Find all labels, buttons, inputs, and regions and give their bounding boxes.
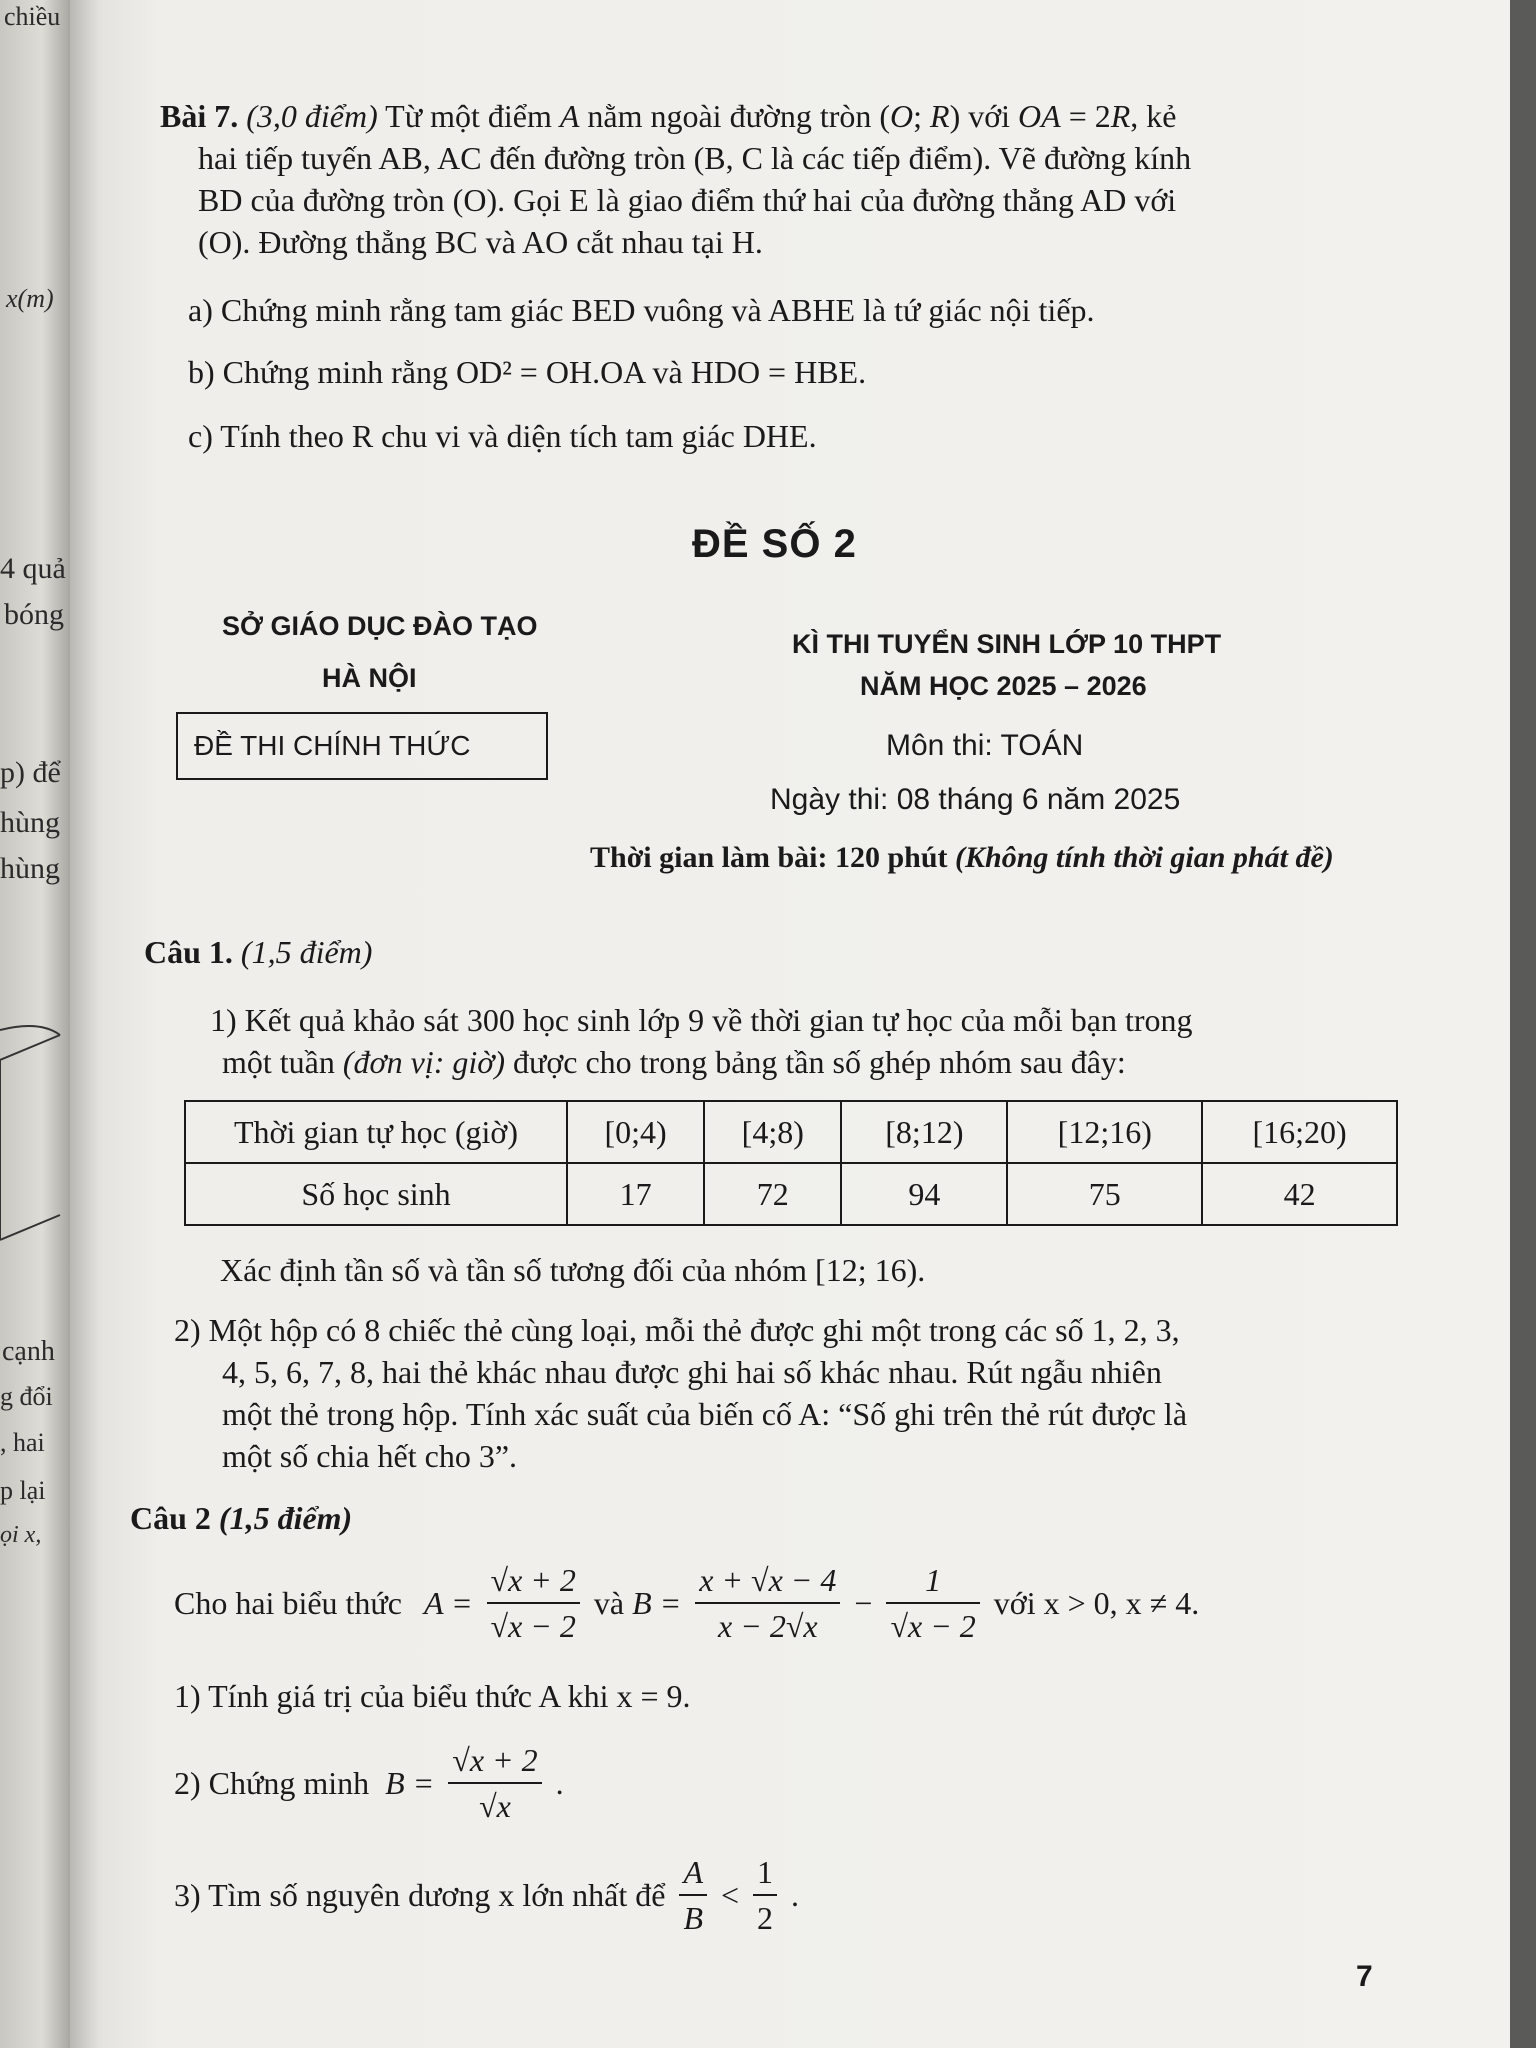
margin-fragment: hùng: [0, 852, 60, 885]
p1-text-end: được cho trong bảng tần số ghép nhóm sau đây:: [504, 1044, 1126, 1080]
margin-fragment: cạnh: [2, 1336, 55, 1367]
table-cell: 75: [1007, 1163, 1202, 1225]
table-cell: 17: [567, 1163, 704, 1225]
cau1-p1-line2: [222, 1042, 1126, 1082]
table-cell: [0;4): [567, 1101, 704, 1163]
cau2-q1: 1) Tính giá trị của biểu thức A khi x = 9.: [174, 1678, 691, 1714]
margin-fragment: hùng: [0, 806, 60, 839]
cylinder-figure-fragment: [0, 1000, 70, 1260]
exam-name: KÌ THI TUYỂN SINH LỚP 10 THPT: [792, 629, 1222, 659]
school-year: NĂM HỌC 2025 – 2026: [860, 671, 1147, 701]
q3-text: 3) Tìm số nguyên dương x lớn nhất để: [174, 1877, 666, 1913]
table-cell: 42: [1202, 1163, 1397, 1225]
cau1-p2-line4: một số chia hết cho 3”.: [222, 1438, 518, 1474]
table-cell: [8;12): [841, 1101, 1007, 1163]
page-number: 7: [1356, 1960, 1373, 1993]
margin-fragment: g đổi: [0, 1382, 53, 1411]
exam-number-title: ĐỀ SỐ 2: [692, 522, 857, 566]
less-than: <: [720, 1877, 740, 1913]
expr-B-fraction-1: $\frac{x + √x - 4}{x - 2√x}$: [695, 1560, 840, 1646]
cau2-points: (1,5 điểm): [218, 1500, 353, 1536]
cau2-q3: [174, 1852, 799, 1938]
q3-fraction-half: $\frac{1}{2}$: [753, 1852, 777, 1938]
q2-period: .: [555, 1765, 564, 1801]
p1-unit: (đơn vị: giờ): [342, 1044, 505, 1080]
subject: Môn thi: TOÁN: [886, 729, 1084, 762]
expr-B-fraction-2: $\frac{1}{√x - 2}$: [886, 1560, 979, 1646]
book-page: [70, 0, 1510, 2048]
minus-sign: −: [854, 1585, 873, 1621]
cau1-p1-line1: 1) Kết quả khảo sát 300 học sinh lớp 9 về thời gian tự học của mỗi bạn trong: [210, 1002, 1193, 1038]
cau2-q2: [174, 1740, 564, 1826]
duration-text: Thời gian làm bài: 120 phút: [590, 841, 948, 874]
margin-fragment: 4 quả: [0, 552, 66, 585]
frequency-table: [184, 1100, 1398, 1226]
p1-text: một tuần: [222, 1044, 343, 1080]
q2-B-label: B =: [385, 1765, 435, 1801]
cau1-p2-line3: một thẻ trong hộp. Tính xác suất của biến cố A: “Số ghi trên thẻ rút được là: [222, 1396, 1188, 1432]
margin-fragment: x(m): [6, 284, 54, 313]
table-cell: [12;16): [1007, 1101, 1202, 1163]
cau2-heading: [130, 1498, 352, 1538]
bai7-part-b: b) Chứng minh rằng OD² = OH.OA và HDO = HBE.: [188, 354, 867, 390]
q2-text: 2) Chứng minh: [174, 1765, 370, 1801]
expr-B-label: B =: [632, 1585, 682, 1621]
bai7-line3: BD của đường tròn (O). Gọi E là giao điểm thứ hai của đường thẳng AD với: [198, 182, 1177, 218]
official-exam-label: ĐỀ THI CHÍNH THỨC: [194, 730, 471, 761]
cau1-points: (1,5 điểm): [240, 934, 373, 970]
bai7-part-c: c) Tính theo R chu vi và diện tích tam giác DHE.: [188, 418, 817, 454]
duration-note: (Không tính thời gian phát đề): [955, 841, 1334, 874]
cau1-p2-line1: 2) Một hộp có 8 chiếc thẻ cùng loại, mỗi thẻ được ghi một trong các số 1, 2, 3,: [174, 1312, 1180, 1348]
left-page-edge: [0, 0, 70, 2048]
city-name: HÀ NỘI: [322, 663, 417, 693]
bai7-line4: (O). Đường thẳng BC và AO cắt nhau tại H.: [198, 224, 763, 260]
table-header-cell: Số học sinh: [185, 1163, 567, 1225]
margin-fragment: chiều: [4, 2, 61, 31]
exam-duration: [590, 838, 1334, 878]
domain-condition: với x > 0, x ≠ 4.: [993, 1585, 1200, 1621]
table-header-cell: Thời gian tự học (giờ): [185, 1101, 567, 1163]
cau1-label: Câu 1.: [144, 934, 233, 970]
department-name: SỞ GIÁO DỤC ĐÀO TẠO: [222, 611, 538, 641]
margin-fragment: , hai: [0, 1428, 45, 1457]
cau1-heading: [144, 932, 372, 972]
bai7-part-a: a) Chứng minh rằng tam giác BED vuông và ABHE là tứ giác nội tiếp.: [188, 292, 1095, 328]
and-word: và: [593, 1585, 625, 1621]
q3-fraction-AB: $\frac{A}{B}$: [679, 1852, 707, 1938]
margin-fragment: p) để: [0, 756, 61, 789]
table-row: [185, 1101, 1397, 1163]
bai7-line1: Bài 7. (3,0 điểm) Từ một điểm A nằm ngoài đường tròn (O; R) với OA = 2R, kẻ: [160, 98, 1177, 134]
margin-fragment: ọi x,: [0, 1522, 42, 1548]
table-cell: 94: [841, 1163, 1007, 1225]
bai7-line2: hai tiếp tuyến AB, AC đến đường tròn (B, C là các tiếp điểm). Vẽ đường kính: [198, 140, 1192, 176]
margin-fragment: p lại: [0, 1476, 46, 1505]
table-cell: [4;8): [704, 1101, 841, 1163]
q2-fraction: $\frac{√x + 2}{√x}$: [448, 1740, 541, 1826]
cau2-label: Câu 2: [130, 1500, 211, 1536]
margin-fragment: bóng: [4, 598, 64, 631]
table-cell: [16;20): [1202, 1101, 1397, 1163]
cau2-intro: Cho hai biểu thức: [174, 1585, 402, 1621]
cau1-p2-line2: 4, 5, 6, 7, 8, hai thẻ khác nhau được ghi hai số khác nhau. Rút ngẫu nhiên: [222, 1354, 1162, 1390]
exam-date: Ngày thi: 08 tháng 6 năm 2025: [770, 783, 1181, 816]
table-cell: 72: [704, 1163, 841, 1225]
table-row: [185, 1163, 1397, 1225]
expr-A-label: A =: [423, 1585, 473, 1621]
cau1-question: Xác định tần số và tần số tương đối của nhóm [12; 16).: [220, 1252, 926, 1288]
cau2-expressions: [174, 1560, 1199, 1646]
expr-A-fraction: $\frac{√x + 2}{√x - 2}$: [487, 1560, 580, 1646]
q3-period: .: [791, 1877, 800, 1913]
